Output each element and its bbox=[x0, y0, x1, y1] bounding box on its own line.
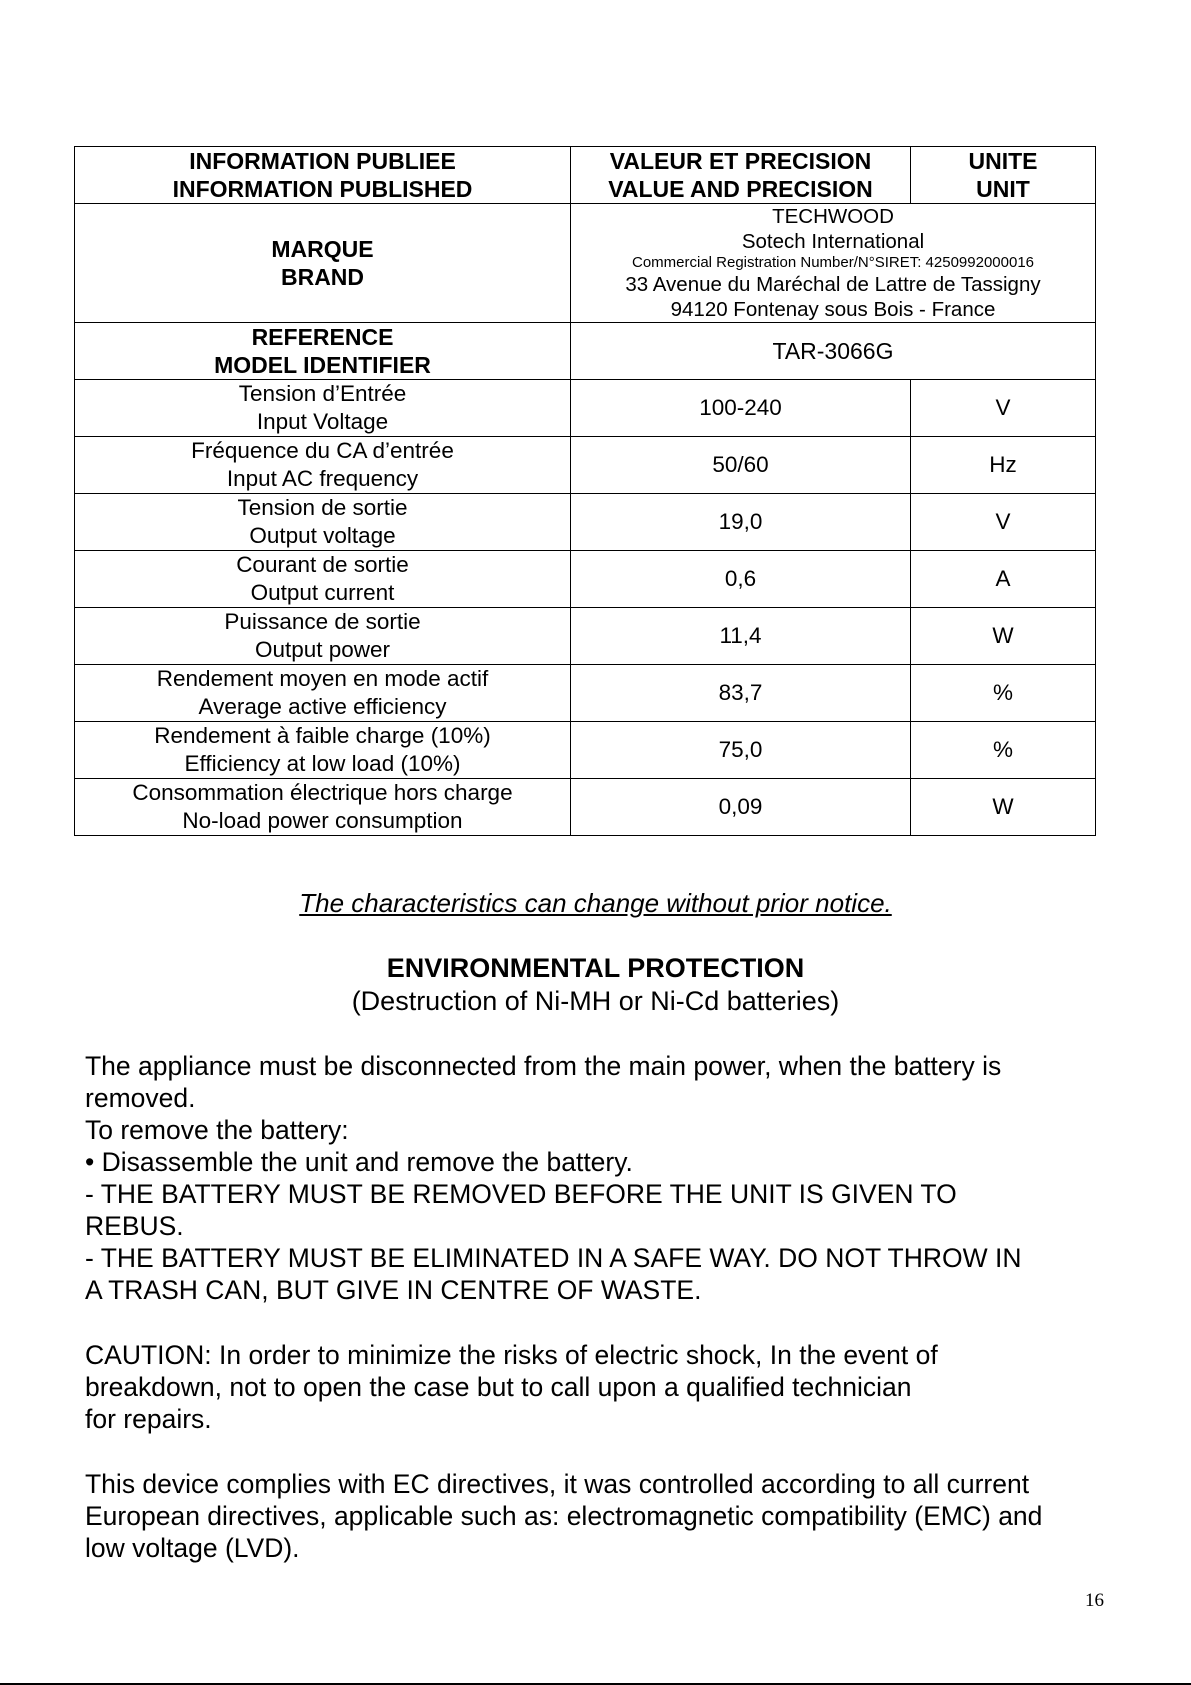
param-unit: % bbox=[911, 665, 1096, 722]
param-value: 75,0 bbox=[571, 722, 911, 779]
table-header-row bbox=[75, 147, 1096, 204]
text-line: To remove the battery: bbox=[85, 1115, 349, 1145]
param-label: Rendement à faible charge (10%) Efficiency at low load (10%) bbox=[75, 722, 571, 779]
table-row bbox=[75, 380, 1096, 437]
header-unit: UNITE UNIT bbox=[911, 147, 1096, 204]
param-label: Tension d’Entrée Input Voltage bbox=[75, 380, 571, 437]
param-value: 50/60 bbox=[571, 437, 911, 494]
param-label: Consommation électrique hors charge No-load power consumption bbox=[75, 779, 571, 836]
environment-subtitle: (Destruction of Ni-MH or Ni-Cd batteries) bbox=[351, 986, 840, 1016]
param-label: Puissance de sortie Output power bbox=[75, 608, 571, 665]
brand-row bbox=[75, 204, 1096, 323]
text-line: This device complies with EC directives, it was controlled according to all current bbox=[85, 1469, 1030, 1499]
text-line: - THE BATTERY MUST BE REMOVED BEFORE THE UNIT IS GIVEN TO bbox=[85, 1179, 957, 1209]
table-row bbox=[75, 665, 1096, 722]
text-line: for repairs. bbox=[85, 1404, 212, 1434]
text-line: removed. bbox=[85, 1083, 196, 1113]
text-line: A TRASH CAN, BUT GIVE IN CENTRE OF WASTE. bbox=[85, 1275, 702, 1305]
param-unit: % bbox=[911, 722, 1096, 779]
change-notice: The characteristics can change without prior notice. bbox=[299, 888, 892, 918]
param-label: Rendement moyen en mode actif Average active efficiency bbox=[75, 665, 571, 722]
param-value: 0,09 bbox=[571, 779, 911, 836]
page-number: 16 bbox=[1085, 1590, 1104, 1611]
param-unit: W bbox=[911, 608, 1096, 665]
table-row bbox=[75, 722, 1096, 779]
table-row bbox=[75, 779, 1096, 836]
param-value: 0,6 bbox=[571, 551, 911, 608]
header-information: INFORMATION PUBLIEE INFORMATION PUBLISHED bbox=[75, 147, 571, 204]
param-value: 19,0 bbox=[571, 494, 911, 551]
spec-table bbox=[74, 146, 1096, 836]
compliance-paragraph bbox=[85, 1468, 1110, 1564]
header-value: VALEUR ET PRECISION VALUE AND PRECISION bbox=[571, 147, 911, 204]
param-unit: W bbox=[911, 779, 1096, 836]
param-unit: Hz bbox=[911, 437, 1096, 494]
param-label: Courant de sortie Output current bbox=[75, 551, 571, 608]
table-row bbox=[75, 437, 1096, 494]
text-line: REBUS. bbox=[85, 1211, 184, 1241]
table-row bbox=[75, 551, 1096, 608]
param-label: Tension de sortie Output voltage bbox=[75, 494, 571, 551]
battery-instructions bbox=[85, 1050, 1110, 1306]
environment-title: ENVIRONMENTAL PROTECTION bbox=[386, 953, 805, 983]
param-value: 100-240 bbox=[571, 380, 911, 437]
param-unit: V bbox=[911, 494, 1096, 551]
text-line: low voltage (LVD). bbox=[85, 1533, 300, 1563]
text-line: - THE BATTERY MUST BE ELIMINATED IN A SAFE WAY. DO NOT THROW IN bbox=[85, 1243, 1022, 1273]
param-value: 11,4 bbox=[571, 608, 911, 665]
text-line: CAUTION: In order to minimize the risks of electric shock, In the event of bbox=[85, 1340, 938, 1370]
reference-row bbox=[75, 323, 1096, 380]
text-line: The appliance must be disconnected from the main power, when the battery is bbox=[85, 1051, 1002, 1081]
text-line: breakdown, not to open the case but to call upon a qualified technician bbox=[85, 1372, 912, 1402]
param-unit: A bbox=[911, 551, 1096, 608]
param-label: Fréquence du CA d’entrée Input AC frequency bbox=[75, 437, 571, 494]
reference-value: TAR-3066G bbox=[571, 323, 1096, 380]
text-line: • Disassemble the unit and remove the battery. bbox=[85, 1147, 633, 1177]
text-line: European directives, applicable such as: electromagnetic compatibility (EMC) and bbox=[85, 1501, 1043, 1531]
reference-label: REFERENCE MODEL IDENTIFIER bbox=[75, 323, 571, 380]
table-row bbox=[75, 494, 1096, 551]
param-value: 83,7 bbox=[571, 665, 911, 722]
brand-value: TECHWOOD Sotech International Commercial Registration Number/N°SIRET: 4250992000016 33 Avenue du Maréchal de Lattre de Tassigny 94120 Fontenay sous Bois - France bbox=[571, 204, 1096, 323]
table-row bbox=[75, 608, 1096, 665]
caution-paragraph bbox=[85, 1339, 1110, 1435]
brand-label: MARQUE BRAND bbox=[75, 204, 571, 323]
param-unit: V bbox=[911, 380, 1096, 437]
